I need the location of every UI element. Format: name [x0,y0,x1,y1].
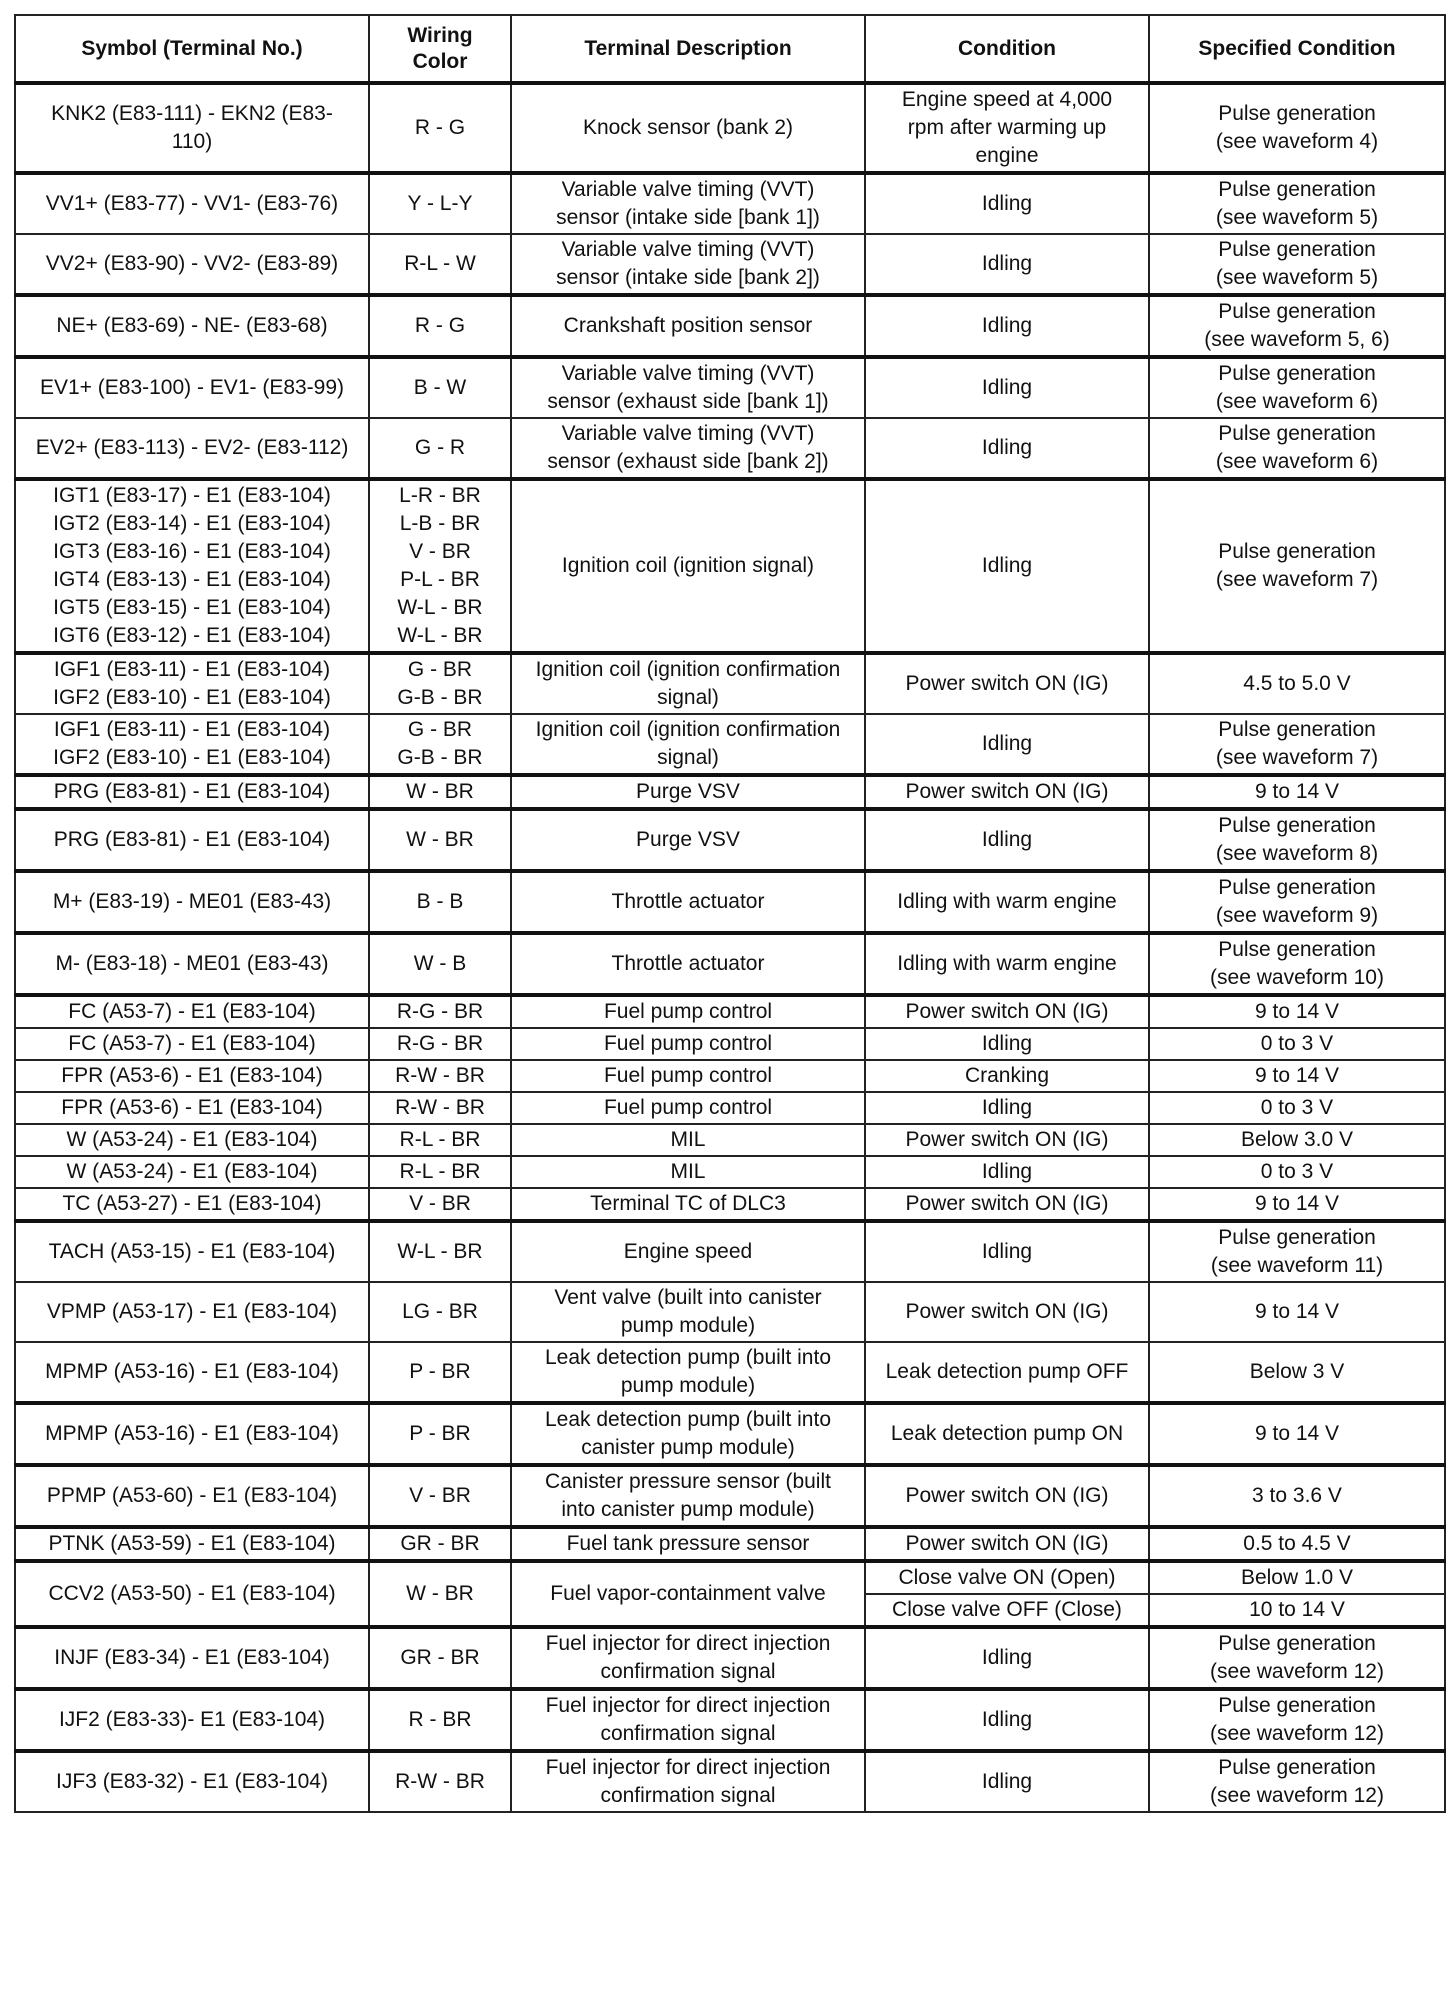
cell-condition: Idling [865,809,1149,871]
cell-specified-condition: 3 to 3.6 V [1149,1465,1445,1527]
cell-symbol: W (A53-24) - E1 (E83-104) [15,1156,369,1188]
cell-specified-condition: Pulse generation (see waveform 7) [1149,714,1445,775]
cell-specified-condition: 9 to 14 V [1149,1060,1445,1092]
table-row [15,775,1445,809]
cell-wiring-color: Y - L-Y [369,173,511,234]
cell-symbol: EV2+ (E83-113) - EV2- (E83-112) [15,418,369,479]
table-row [15,1403,1445,1465]
cell-condition: Cranking [865,1060,1149,1092]
cell-condition: Power switch ON (IG) [865,1527,1149,1561]
cell-terminal-description: Ignition coil (ignition confirmation signal) [511,714,865,775]
cell-terminal-description: Variable valve timing (VVT) sensor (exhaust side [bank 2]) [511,418,865,479]
cell-specified-condition: 0 to 3 V [1149,1028,1445,1060]
cell-condition: Idling [865,357,1149,418]
cell-specified-condition: Below 3.0 V [1149,1124,1445,1156]
cell-condition: Idling [865,295,1149,357]
cell-specified-condition: 0 to 3 V [1149,1092,1445,1124]
cell-symbol: MPMP (A53-16) - E1 (E83-104) [15,1403,369,1465]
cell-wiring-color: W - BR [369,809,511,871]
table-body [15,83,1445,1812]
cell-wiring-color: W - BR [369,1561,511,1627]
cell-terminal-description: Leak detection pump (built into pump module) [511,1342,865,1403]
cell-specified-condition: Pulse generation (see waveform 6) [1149,357,1445,418]
table-row [15,1342,1445,1403]
cell-symbol: FC (A53-7) - E1 (E83-104) [15,995,369,1028]
cell-condition: Idling [865,714,1149,775]
cell-terminal-description: MIL [511,1124,865,1156]
cell-terminal-description: Fuel pump control [511,995,865,1028]
cell-condition: Idling [865,1028,1149,1060]
cell-terminal-description: Canister pressure sensor (built into canister pump module) [511,1465,865,1527]
cell-symbol: VV1+ (E83-77) - VV1- (E83-76) [15,173,369,234]
table-row [15,1156,1445,1188]
header-condition: Condition [865,15,1149,83]
cell-symbol: PTNK (A53-59) - E1 (E83-104) [15,1527,369,1561]
cell-wiring-color: V - BR [369,1188,511,1221]
cell-condition: Idling with warm engine [865,933,1149,995]
cell-specified-condition: 9 to 14 V [1149,1403,1445,1465]
cell-wiring-color: R-W - BR [369,1751,511,1812]
cell-symbol: IGF1 (E83-11) - E1 (E83-104) IGF2 (E83-10) - E1 (E83-104) [15,714,369,775]
cell-specified-condition: Pulse generation (see waveform 11) [1149,1221,1445,1282]
cell-specified-condition: Pulse generation (see waveform 9) [1149,871,1445,933]
cell-specified-condition: 9 to 14 V [1149,995,1445,1028]
cell-symbol: IGT1 (E83-17) - E1 (E83-104) IGT2 (E83-14) - E1 (E83-104) IGT3 (E83-16) - E1 (E83-104) IGT4 (E83-13) - E1 (E83-104) IGT5 (E83-15) - E1 (E83-104) IGT6 (E83-12) - E1 (E83-104) [15,479,369,653]
cell-wiring-color: W - B [369,933,511,995]
cell-specified-condition: 9 to 14 V [1149,775,1445,809]
cell-symbol: IGF1 (E83-11) - E1 (E83-104) IGF2 (E83-10) - E1 (E83-104) [15,653,369,714]
cell-symbol: FPR (A53-6) - E1 (E83-104) [15,1060,369,1092]
cell-condition: Idling [865,1156,1149,1188]
table-row [15,234,1445,295]
cell-symbol: FPR (A53-6) - E1 (E83-104) [15,1092,369,1124]
cell-terminal-description: Throttle actuator [511,933,865,995]
table-row [15,1221,1445,1282]
cell-condition: Power switch ON (IG) [865,1465,1149,1527]
cell-symbol: PRG (E83-81) - E1 (E83-104) [15,809,369,871]
table-row [15,871,1445,933]
table-row [15,1465,1445,1527]
header-wiring-color: Wiring Color [369,15,511,83]
cell-terminal-description: Purge VSV [511,809,865,871]
cell-condition: Close valve ON (Open) [865,1561,1149,1594]
cell-terminal-description: Throttle actuator [511,871,865,933]
table-row [15,995,1445,1028]
table-row [15,1751,1445,1812]
cell-wiring-color: LG - BR [369,1282,511,1342]
cell-wiring-color: GR - BR [369,1627,511,1689]
header-specified-condition: Specified Condition [1149,15,1445,83]
cell-symbol: NE+ (E83-69) - NE- (E83-68) [15,295,369,357]
cell-symbol: VPMP (A53-17) - E1 (E83-104) [15,1282,369,1342]
table-row [15,1028,1445,1060]
cell-terminal-description: Fuel injector for direct injection confirmation signal [511,1627,865,1689]
cell-condition: Idling [865,1221,1149,1282]
header-symbol: Symbol (Terminal No.) [15,15,369,83]
table-row [15,1060,1445,1092]
header-row [15,15,1445,83]
cell-terminal-description: Variable valve timing (VVT) sensor (intake side [bank 1]) [511,173,865,234]
cell-specified-condition: 9 to 14 V [1149,1282,1445,1342]
cell-specified-condition: 4.5 to 5.0 V [1149,653,1445,714]
cell-symbol: TC (A53-27) - E1 (E83-104) [15,1188,369,1221]
cell-symbol: INJF (E83-34) - E1 (E83-104) [15,1627,369,1689]
cell-condition: Power switch ON (IG) [865,1188,1149,1221]
cell-wiring-color: G - BR G-B - BR [369,714,511,775]
cell-terminal-description: Crankshaft position sensor [511,295,865,357]
cell-condition: Idling [865,1751,1149,1812]
cell-specified-condition: Pulse generation (see waveform 5) [1149,234,1445,295]
cell-wiring-color: B - W [369,357,511,418]
table-row [15,809,1445,871]
cell-terminal-description: MIL [511,1156,865,1188]
cell-wiring-color: R - G [369,295,511,357]
cell-condition: Power switch ON (IG) [865,1282,1149,1342]
cell-terminal-description: Engine speed [511,1221,865,1282]
cell-specified-condition: 0.5 to 4.5 V [1149,1527,1445,1561]
cell-specified-condition: Pulse generation (see waveform 8) [1149,809,1445,871]
table-row [15,1092,1445,1124]
cell-specified-condition: Pulse generation (see waveform 6) [1149,418,1445,479]
cell-symbol: M+ (E83-19) - ME01 (E83-43) [15,871,369,933]
cell-symbol: VV2+ (E83-90) - VV2- (E83-89) [15,234,369,295]
cell-specified-condition: Pulse generation (see waveform 12) [1149,1627,1445,1689]
table-row [15,1188,1445,1221]
cell-specified-condition: Pulse generation (see waveform 12) [1149,1751,1445,1812]
cell-terminal-description: Purge VSV [511,775,865,809]
cell-condition: Idling [865,1627,1149,1689]
cell-wiring-color: R-L - W [369,234,511,295]
table-row [15,173,1445,234]
cell-specified-condition: Pulse generation (see waveform 5, 6) [1149,295,1445,357]
table-row [15,1527,1445,1561]
table-row [15,653,1445,714]
cell-terminal-description: Ignition coil (ignition signal) [511,479,865,653]
cell-condition: Idling [865,418,1149,479]
cell-terminal-description: Fuel vapor-containment valve [511,1561,865,1627]
cell-terminal-description: Ignition coil (ignition confirmation signal) [511,653,865,714]
cell-symbol: KNK2 (E83-111) - EKN2 (E83- 110) [15,83,369,173]
cell-wiring-color: R-L - BR [369,1124,511,1156]
cell-symbol: W (A53-24) - E1 (E83-104) [15,1124,369,1156]
cell-wiring-color: P - BR [369,1342,511,1403]
cell-wiring-color: G - BR G-B - BR [369,653,511,714]
cell-condition: Power switch ON (IG) [865,995,1149,1028]
cell-symbol: FC (A53-7) - E1 (E83-104) [15,1028,369,1060]
cell-specified-condition: Below 1.0 V [1149,1561,1445,1594]
table-row [15,1124,1445,1156]
cell-wiring-color: W - BR [369,775,511,809]
table-row [15,1689,1445,1751]
cell-specified-condition: Pulse generation (see waveform 5) [1149,173,1445,234]
cell-symbol: CCV2 (A53-50) - E1 (E83-104) [15,1561,369,1627]
cell-wiring-color: R-W - BR [369,1092,511,1124]
cell-symbol: MPMP (A53-16) - E1 (E83-104) [15,1342,369,1403]
cell-condition: Close valve OFF (Close) [865,1594,1149,1627]
cell-condition: Power switch ON (IG) [865,775,1149,809]
cell-wiring-color: R-G - BR [369,995,511,1028]
table-row [15,1282,1445,1342]
cell-condition: Idling [865,173,1149,234]
cell-symbol: TACH (A53-15) - E1 (E83-104) [15,1221,369,1282]
cell-terminal-description: Fuel pump control [511,1028,865,1060]
cell-wiring-color: R - BR [369,1689,511,1751]
cell-wiring-color: V - BR [369,1465,511,1527]
table-row [15,295,1445,357]
cell-specified-condition: Pulse generation (see waveform 10) [1149,933,1445,995]
cell-wiring-color: GR - BR [369,1527,511,1561]
cell-specified-condition: 9 to 14 V [1149,1188,1445,1221]
cell-condition: Power switch ON (IG) [865,1124,1149,1156]
cell-terminal-description: Fuel tank pressure sensor [511,1527,865,1561]
table-row [15,1561,1445,1594]
cell-wiring-color: R-L - BR [369,1156,511,1188]
cell-wiring-color: R-G - BR [369,1028,511,1060]
cell-symbol: M- (E83-18) - ME01 (E83-43) [15,933,369,995]
cell-wiring-color: P - BR [369,1403,511,1465]
cell-condition: Idling [865,479,1149,653]
cell-condition: Idling [865,234,1149,295]
cell-specified-condition: 10 to 14 V [1149,1594,1445,1627]
cell-wiring-color: G - R [369,418,511,479]
cell-wiring-color: R-W - BR [369,1060,511,1092]
cell-terminal-description: Variable valve timing (VVT) sensor (exhaust side [bank 1]) [511,357,865,418]
cell-condition: Idling [865,1689,1149,1751]
cell-condition: Power switch ON (IG) [865,653,1149,714]
table-row [15,714,1445,775]
cell-specified-condition: Pulse generation (see waveform 4) [1149,83,1445,173]
cell-symbol: EV1+ (E83-100) - EV1- (E83-99) [15,357,369,418]
cell-terminal-description: Knock sensor (bank 2) [511,83,865,173]
cell-wiring-color: W-L - BR [369,1221,511,1282]
cell-wiring-color: B - B [369,871,511,933]
table-row [15,479,1445,653]
cell-condition: Idling [865,1092,1149,1124]
cell-specified-condition: Pulse generation (see waveform 12) [1149,1689,1445,1751]
terminal-spec-table [14,14,1446,1813]
cell-terminal-description: Fuel pump control [511,1060,865,1092]
cell-condition: Engine speed at 4,000 rpm after warming up engine [865,83,1149,173]
cell-symbol: IJF3 (E83-32) - E1 (E83-104) [15,1751,369,1812]
cell-terminal-description: Fuel pump control [511,1092,865,1124]
cell-symbol: PRG (E83-81) - E1 (E83-104) [15,775,369,809]
cell-terminal-description: Fuel injector for direct injection confirmation signal [511,1689,865,1751]
cell-symbol: IJF2 (E83-33)- E1 (E83-104) [15,1689,369,1751]
cell-terminal-description: Leak detection pump (built into canister pump module) [511,1403,865,1465]
cell-condition: Idling with warm engine [865,871,1149,933]
cell-condition: Leak detection pump ON [865,1403,1149,1465]
cell-symbol: PPMP (A53-60) - E1 (E83-104) [15,1465,369,1527]
cell-specified-condition: Pulse generation (see waveform 7) [1149,479,1445,653]
table-row [15,418,1445,479]
cell-wiring-color: R - G [369,83,511,173]
cell-condition: Leak detection pump OFF [865,1342,1149,1403]
terminal-spec-table-container [14,14,1444,1813]
cell-specified-condition: 0 to 3 V [1149,1156,1445,1188]
cell-terminal-description: Terminal TC of DLC3 [511,1188,865,1221]
cell-terminal-description: Vent valve (built into canister pump module) [511,1282,865,1342]
cell-terminal-description: Variable valve timing (VVT) sensor (intake side [bank 2]) [511,234,865,295]
table-row [15,933,1445,995]
table-row [15,357,1445,418]
cell-wiring-color: L-R - BR L-B - BR V - BR P-L - BR W-L - BR W-L - BR [369,479,511,653]
cell-terminal-description: Fuel injector for direct injection confirmation signal [511,1751,865,1812]
table-row [15,1627,1445,1689]
cell-specified-condition: Below 3 V [1149,1342,1445,1403]
header-terminal-description: Terminal Description [511,15,865,83]
table-row [15,83,1445,173]
